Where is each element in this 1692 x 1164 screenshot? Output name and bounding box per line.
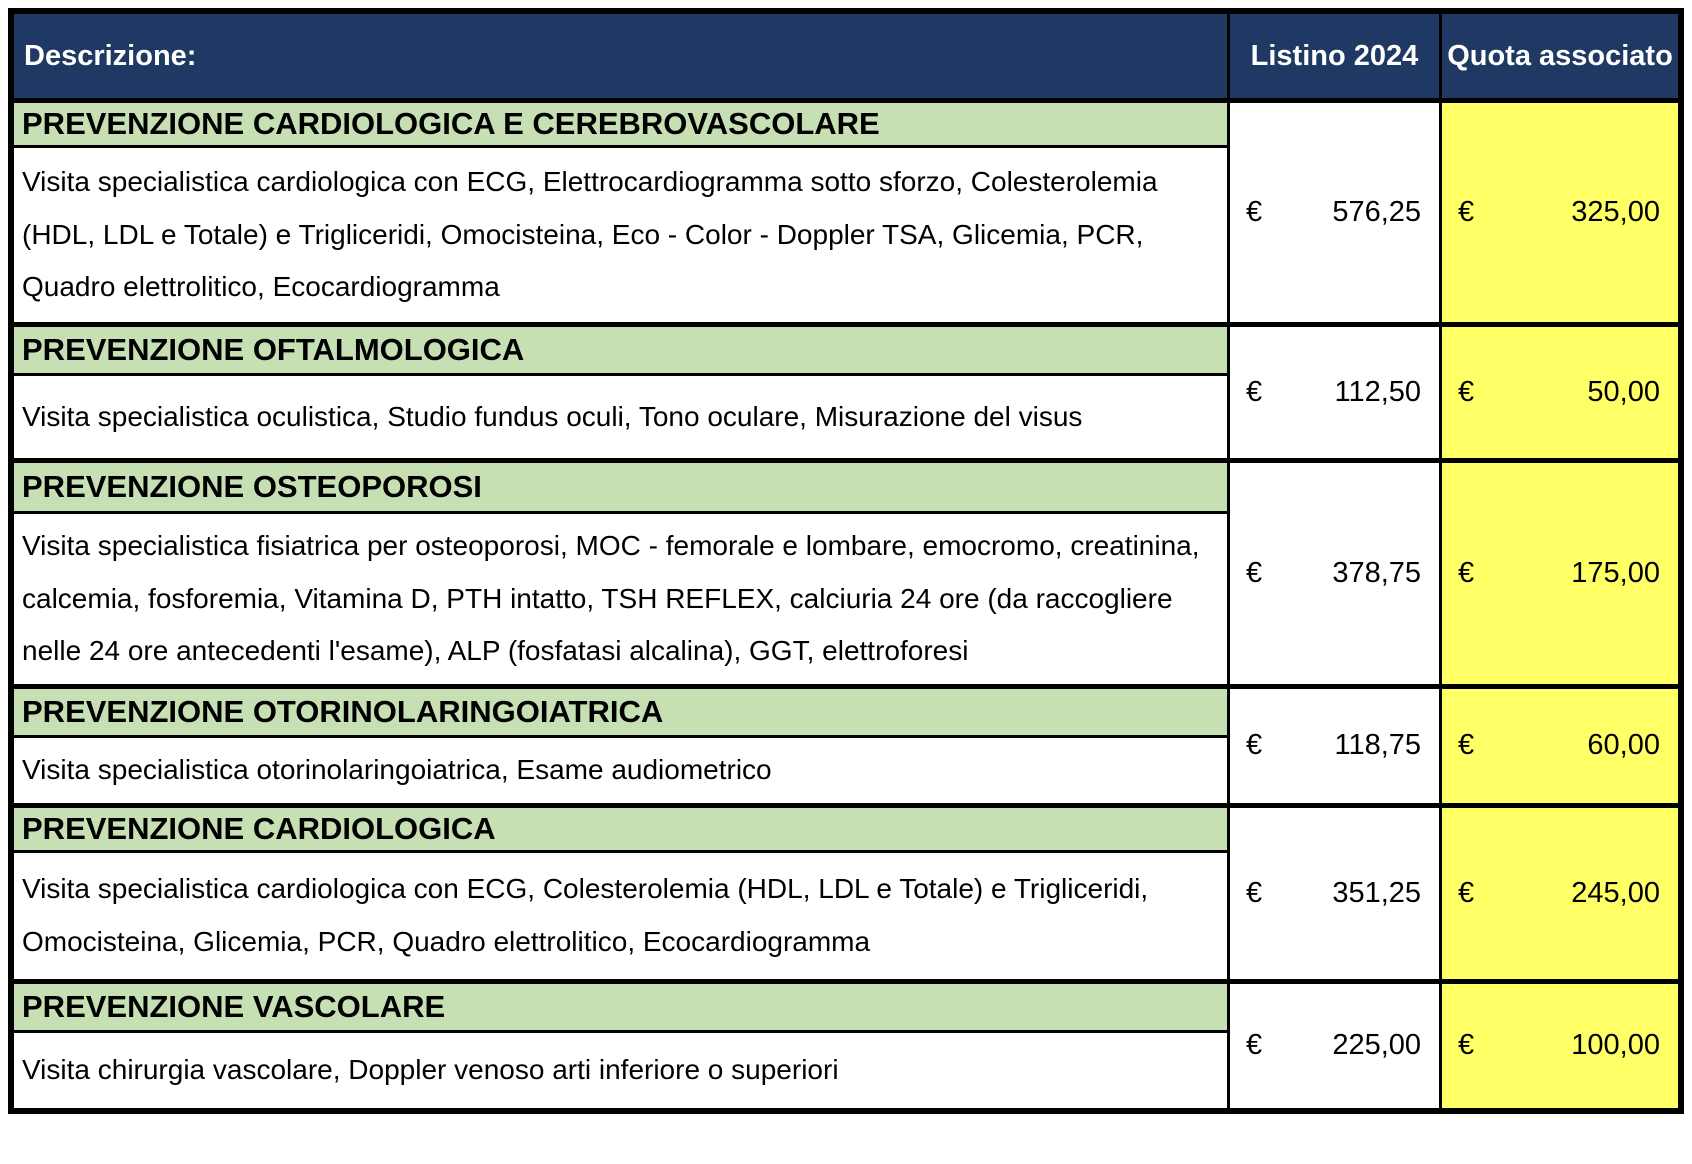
euro-symbol: € xyxy=(1458,376,1475,408)
listino-price-cell xyxy=(1228,461,1440,687)
table-row xyxy=(11,101,1681,147)
package-title: PREVENZIONE CARDIOLOGICA xyxy=(11,805,1228,851)
table-row xyxy=(11,981,1681,1031)
package-description: Visita chirurgia vascolare, Doppler venoso arti inferiore o superiori xyxy=(11,1031,1228,1111)
column-header-quota-associato: Quota associato xyxy=(1441,11,1681,101)
package-title: PREVENZIONE OSTEOPOROSI xyxy=(11,461,1228,513)
quota-price-cell xyxy=(1441,686,1681,805)
euro-symbol: € xyxy=(1245,729,1263,762)
price-amount: 225,00 xyxy=(1332,1029,1422,1062)
listino-price-cell xyxy=(1228,805,1440,981)
package-description: Visita specialistica fisiatrica per osteoporosi, MOC - femorale e lombare, emocromo, creatinina, calcemia, fosforemia, Vitamina D, PTH intatto, TSH REFLEX, calciuria 24 ore (da raccogliere nelle 24 ore antecedenti l'esame), ALP (fosfatasi alcalina), GGT, elettroforesi xyxy=(11,513,1228,687)
table-row xyxy=(11,805,1681,851)
price-amount: 112,50 xyxy=(1334,376,1422,408)
column-header-descrizione: Descrizione: xyxy=(11,11,1228,101)
package-title: PREVENZIONE OTORINOLARINGOIATRICA xyxy=(11,686,1228,736)
price-amount: 378,75 xyxy=(1332,556,1422,589)
euro-symbol: € xyxy=(1458,1029,1475,1062)
prevention-price-table xyxy=(8,8,1684,1114)
listino-price-cell xyxy=(1228,981,1440,1111)
prevention-price-table-container xyxy=(8,8,1684,1114)
listino-price-cell xyxy=(1228,325,1440,461)
price-amount: 245,00 xyxy=(1571,876,1660,909)
euro-symbol: € xyxy=(1458,556,1475,589)
table-row xyxy=(11,461,1681,513)
quota-price-cell xyxy=(1441,461,1681,687)
euro-symbol: € xyxy=(1458,196,1475,228)
euro-symbol: € xyxy=(1245,876,1263,909)
euro-symbol: € xyxy=(1458,729,1475,762)
price-amount: 351,25 xyxy=(1332,876,1422,909)
euro-symbol: € xyxy=(1245,556,1263,589)
quota-price-cell xyxy=(1441,325,1681,461)
table-row xyxy=(11,325,1681,375)
package-description: Visita specialistica otorinolaringoiatrica, Esame audiometrico xyxy=(11,736,1228,805)
euro-symbol: € xyxy=(1245,196,1263,228)
price-amount: 100,00 xyxy=(1571,1029,1660,1062)
package-title: PREVENZIONE OFTALMOLOGICA xyxy=(11,325,1228,375)
price-amount: 325,00 xyxy=(1571,196,1660,228)
price-amount: 60,00 xyxy=(1587,729,1660,762)
euro-symbol: € xyxy=(1458,876,1475,909)
price-amount: 118,75 xyxy=(1334,729,1422,762)
euro-symbol: € xyxy=(1245,1029,1263,1062)
quota-price-cell xyxy=(1441,805,1681,981)
quota-price-cell xyxy=(1441,981,1681,1111)
price-amount: 50,00 xyxy=(1587,376,1660,408)
price-amount: 576,25 xyxy=(1332,196,1422,228)
package-description: Visita specialistica oculistica, Studio fundus oculi, Tono oculare, Misurazione del visus xyxy=(11,375,1228,461)
package-description: Visita specialistica cardiologica con ECG, Elettrocardiogramma sotto sforzo, Colesterolemia (HDL, LDL e Totale) e Trigliceridi, Omocisteina, Eco - Color - Doppler TSA, Glicemia, PCR, Quadro elettrolitico, Ecocardiogramma xyxy=(11,147,1228,325)
package-title: PREVENZIONE CARDIOLOGICA E CEREBROVASCOLARE xyxy=(11,101,1228,147)
package-title: PREVENZIONE VASCOLARE xyxy=(11,981,1228,1031)
table-header-row xyxy=(11,11,1681,101)
quota-price-cell xyxy=(1441,101,1681,325)
column-header-listino-2024: Listino 2024 xyxy=(1228,11,1440,101)
package-description: Visita specialistica cardiologica con ECG, Colesterolemia (HDL, LDL e Totale) e Trigliceridi, Omocisteina, Glicemia, PCR, Quadro elettrolitico, Ecocardiogramma xyxy=(11,851,1228,981)
euro-symbol: € xyxy=(1245,376,1263,408)
listino-price-cell xyxy=(1228,686,1440,805)
listino-price-cell xyxy=(1228,101,1440,325)
price-amount: 175,00 xyxy=(1571,556,1660,589)
table-row xyxy=(11,686,1681,736)
